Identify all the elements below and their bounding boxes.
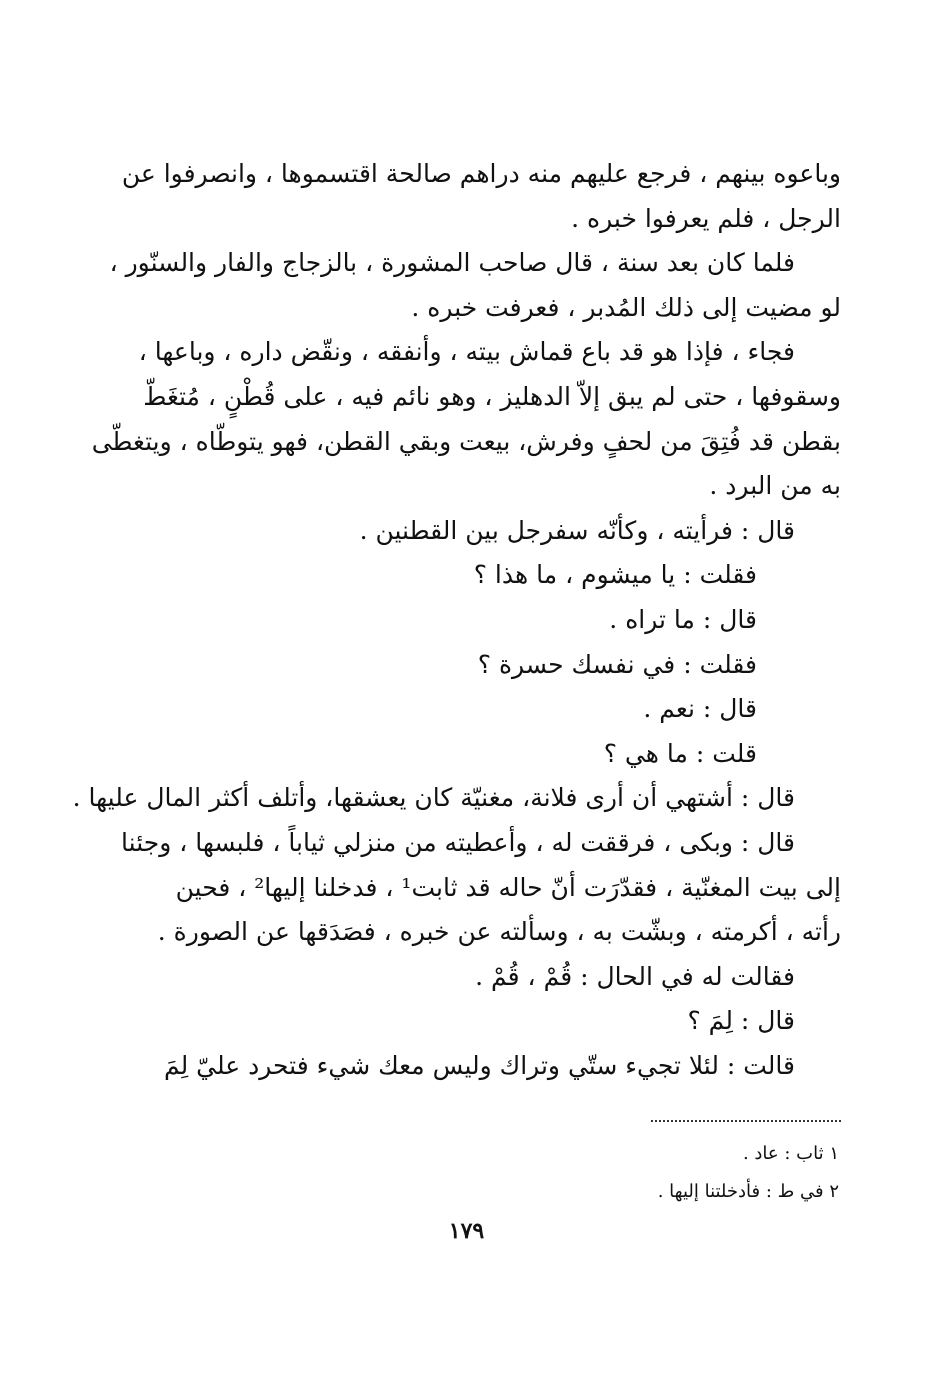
footnotes bbox=[658, 1135, 839, 1211]
text-line: الرجل ، فلم يعرفوا خبره . bbox=[571, 203, 841, 233]
paragraph-10: قال : أشتهي أن أرى فلانة، مغنيّة كان يعشقها، وأتلف أكثر المال عليها . bbox=[72, 783, 795, 813]
text-line: رأته ، أكرمته ، وبشّت به ، وسألته عن خبره ، فصَدَقها عن الصورة . bbox=[157, 917, 841, 947]
text-line: بقطن قد فُتِقَ من لحفٍ وفرش، بيعت وبقي القطن، فهو يتوطّاه ، ويتغطّى bbox=[91, 426, 841, 456]
footnote-divider bbox=[651, 1120, 841, 1122]
main-text bbox=[72, 152, 841, 1088]
text-line: وباعوه بينهم ، فرجع عليهم منه دراهم صالحة اقتسموها ، وانصرفوا عن bbox=[121, 159, 841, 188]
paragraph-12: فقالت له في الحال : قُمْ ، قُمْ . bbox=[475, 961, 795, 991]
paragraph-8: قال : نعم . bbox=[643, 694, 757, 724]
page-number: ١٧٩ bbox=[448, 1218, 485, 1244]
text-line: لو مضيت إلى ذلك المُدبر ، فعرفت خبره . bbox=[411, 292, 841, 322]
paragraph-4: قال : فرأيته ، وكأنّه سفرجل بين القطنين . bbox=[359, 515, 795, 545]
footnote-2: ٢ في ط : فأدخلتنا إليها . bbox=[657, 1181, 839, 1202]
text-line: وسقوفها ، حتى لم يبق إلاّ الدهليز ، وهو نائم فيه ، على قُطْنٍ ، مُتغَطّ bbox=[143, 381, 841, 411]
text-line: به من البرد . bbox=[709, 471, 841, 501]
footnote-1: ١ ثاب : عاد . bbox=[742, 1143, 839, 1164]
paragraph-6: قال : ما تراه . bbox=[609, 604, 757, 634]
text-line: إلى بيت المغنّية ، فقدّرَت أنّ حاله قد ثابت¹ ، فدخلنا إليها² ، فحين bbox=[175, 872, 841, 902]
paragraph-7: فقلت : في نفسك حسرة ؟ bbox=[477, 649, 757, 679]
paragraph-13: قال : لِمَ ؟ bbox=[687, 1006, 795, 1036]
paragraph-11 bbox=[92, 821, 841, 955]
paragraph-1 bbox=[92, 152, 841, 241]
text-line: فجاء ، فإذا هو قد باع قماش بيته ، وأنفقه ، ونقّض داره ، وباعها ، bbox=[138, 337, 795, 367]
paragraph-9: قلت : ما هي ؟ bbox=[603, 738, 757, 768]
paragraph-2 bbox=[92, 241, 841, 330]
paragraph-14: قالت : لئلا تجيء ستّي وتراك وليس معك شيء فتحرد عليّ لِمَ bbox=[163, 1050, 795, 1080]
paragraph-5: فقلت : يا ميشوم ، ما هذا ؟ bbox=[473, 560, 757, 590]
paragraph-3 bbox=[92, 330, 841, 508]
text-line: فلما كان بعد سنة ، قال صاحب المشورة ، بالزجاج والفار والسنّور ، bbox=[109, 248, 795, 278]
text-line: قال : وبكى ، فرققت له ، وأعطيته من منزلي ثياباً ، فلبسها ، وجئنا bbox=[121, 827, 795, 857]
